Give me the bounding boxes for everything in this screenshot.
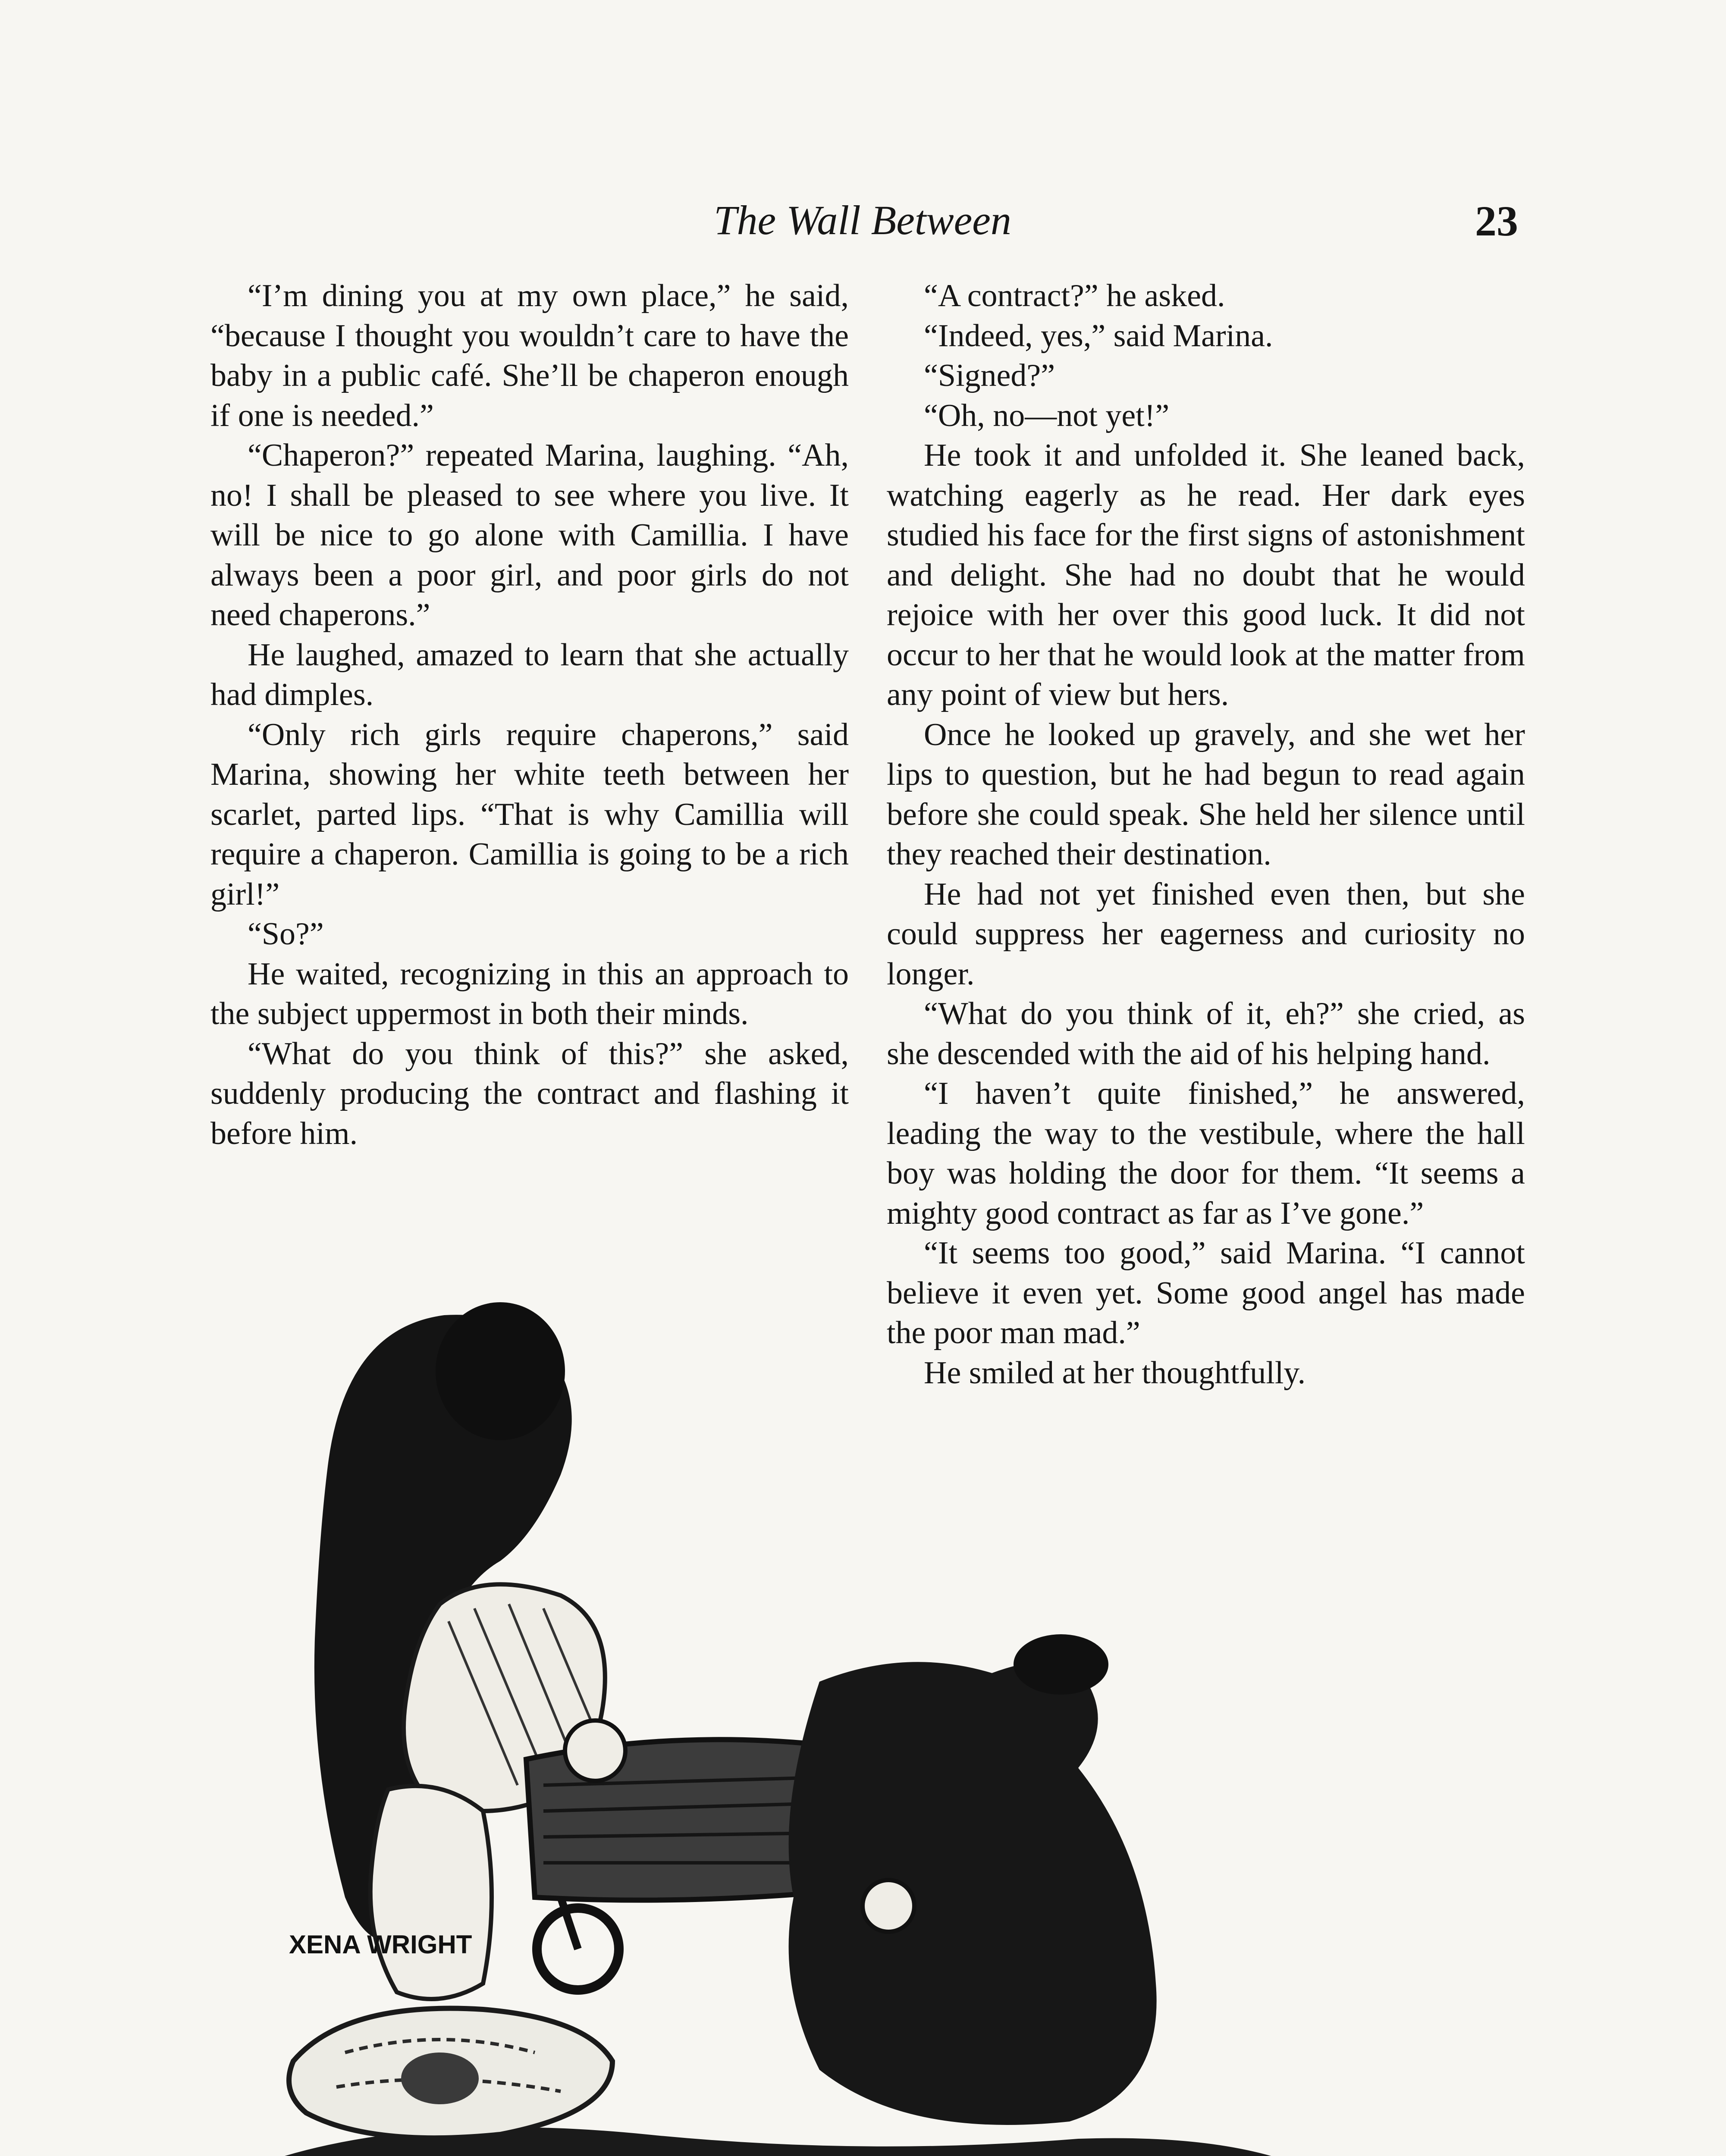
paragraph: He had not yet finished even then, but she could suppress her eagerness and curiosity no longer. (887, 876, 1525, 992)
man-figure (789, 1662, 1157, 2125)
paragraph: “Oh, no—not yet!” (924, 398, 1170, 433)
page-header (207, 196, 1518, 257)
paragraph: Once he looked up gravely, and she wet her lips to question, but he had begun to read again before she could speak. She held her silence until they reached their destination. (887, 717, 1525, 872)
paragraph: “I haven’t quite finished,” he answered, leading the way to the vestibule, where the hall boy was holding the door for them. “It seems a mighty good contract as far as I’ve gone.” (887, 1076, 1525, 1231)
running-title: The Wall Between (714, 197, 1011, 243)
illustration (259, 1294, 1294, 2156)
paragraph: “Indeed, yes,” said Marina. (924, 318, 1273, 354)
man-hat (1014, 1634, 1108, 1695)
paragraph: He laughed, amazed to learn that she actually had dimples. (210, 637, 849, 712)
paragraph: “What do you think of this?” she asked, suddenly producing the contract and flashing it before him. (210, 1036, 849, 1151)
paragraph: He took it and unfolded it. She leaned back, watching eagerly as he read. Her dark eyes studied his face for the first signs of astonishment and delight. She had no doubt that he would rejoice with her over this good luck. It did not occur to her that he would look at the matter from any point of view but hers. (887, 438, 1525, 712)
man-face (863, 1880, 914, 1932)
paragraph: “Only rich girls require chaperons,” said Marina, showing her white teeth between her scarlet, parted lips. “That is why Camillia will require a chaperon. Camillia is going to be a rich girl!” (210, 717, 849, 912)
woman-head (436, 1302, 565, 1440)
paragraph: “I’m dining you at my own place,” he said, “because I thought you wouldn’t care to have the baby in a public café. She’ll be chaperon enough if one is needed.” (210, 278, 849, 433)
paragraph: “What do you think of it, eh?” she cried, as she descended with the aid of his helping hand. (887, 996, 1525, 1072)
artist-signature: XENA WRIGHT (289, 1930, 472, 1959)
paragraph: “So?” (248, 916, 324, 952)
baby-head (565, 1720, 625, 1781)
woman-skirt (370, 1786, 492, 1999)
paragraph: “Signed?” (924, 358, 1055, 393)
paragraph: “It seems too good,” said Marina. “I cannot believe it even yet. Some good angel has made the poor man mad.” (887, 1235, 1525, 1351)
right-column (887, 276, 1525, 1393)
left-column (210, 276, 849, 1153)
paragraph: “A contract?” he asked. (924, 278, 1225, 313)
paragraph: He waited, recognizing in this an approach to the subject uppermost in both their minds. (210, 956, 849, 1031)
paragraph: He smiled at her thoughtfully. (924, 1355, 1306, 1391)
paragraph: “Chaperon?” repeated Marina, laughing. “Ah, no! I shall be pleased to see where you live. It will be nice to go alone with Camillia. I have always been a poor girl, and poor girls do not need chaperons.” (210, 438, 849, 633)
page-number: 23 (1475, 197, 1518, 245)
